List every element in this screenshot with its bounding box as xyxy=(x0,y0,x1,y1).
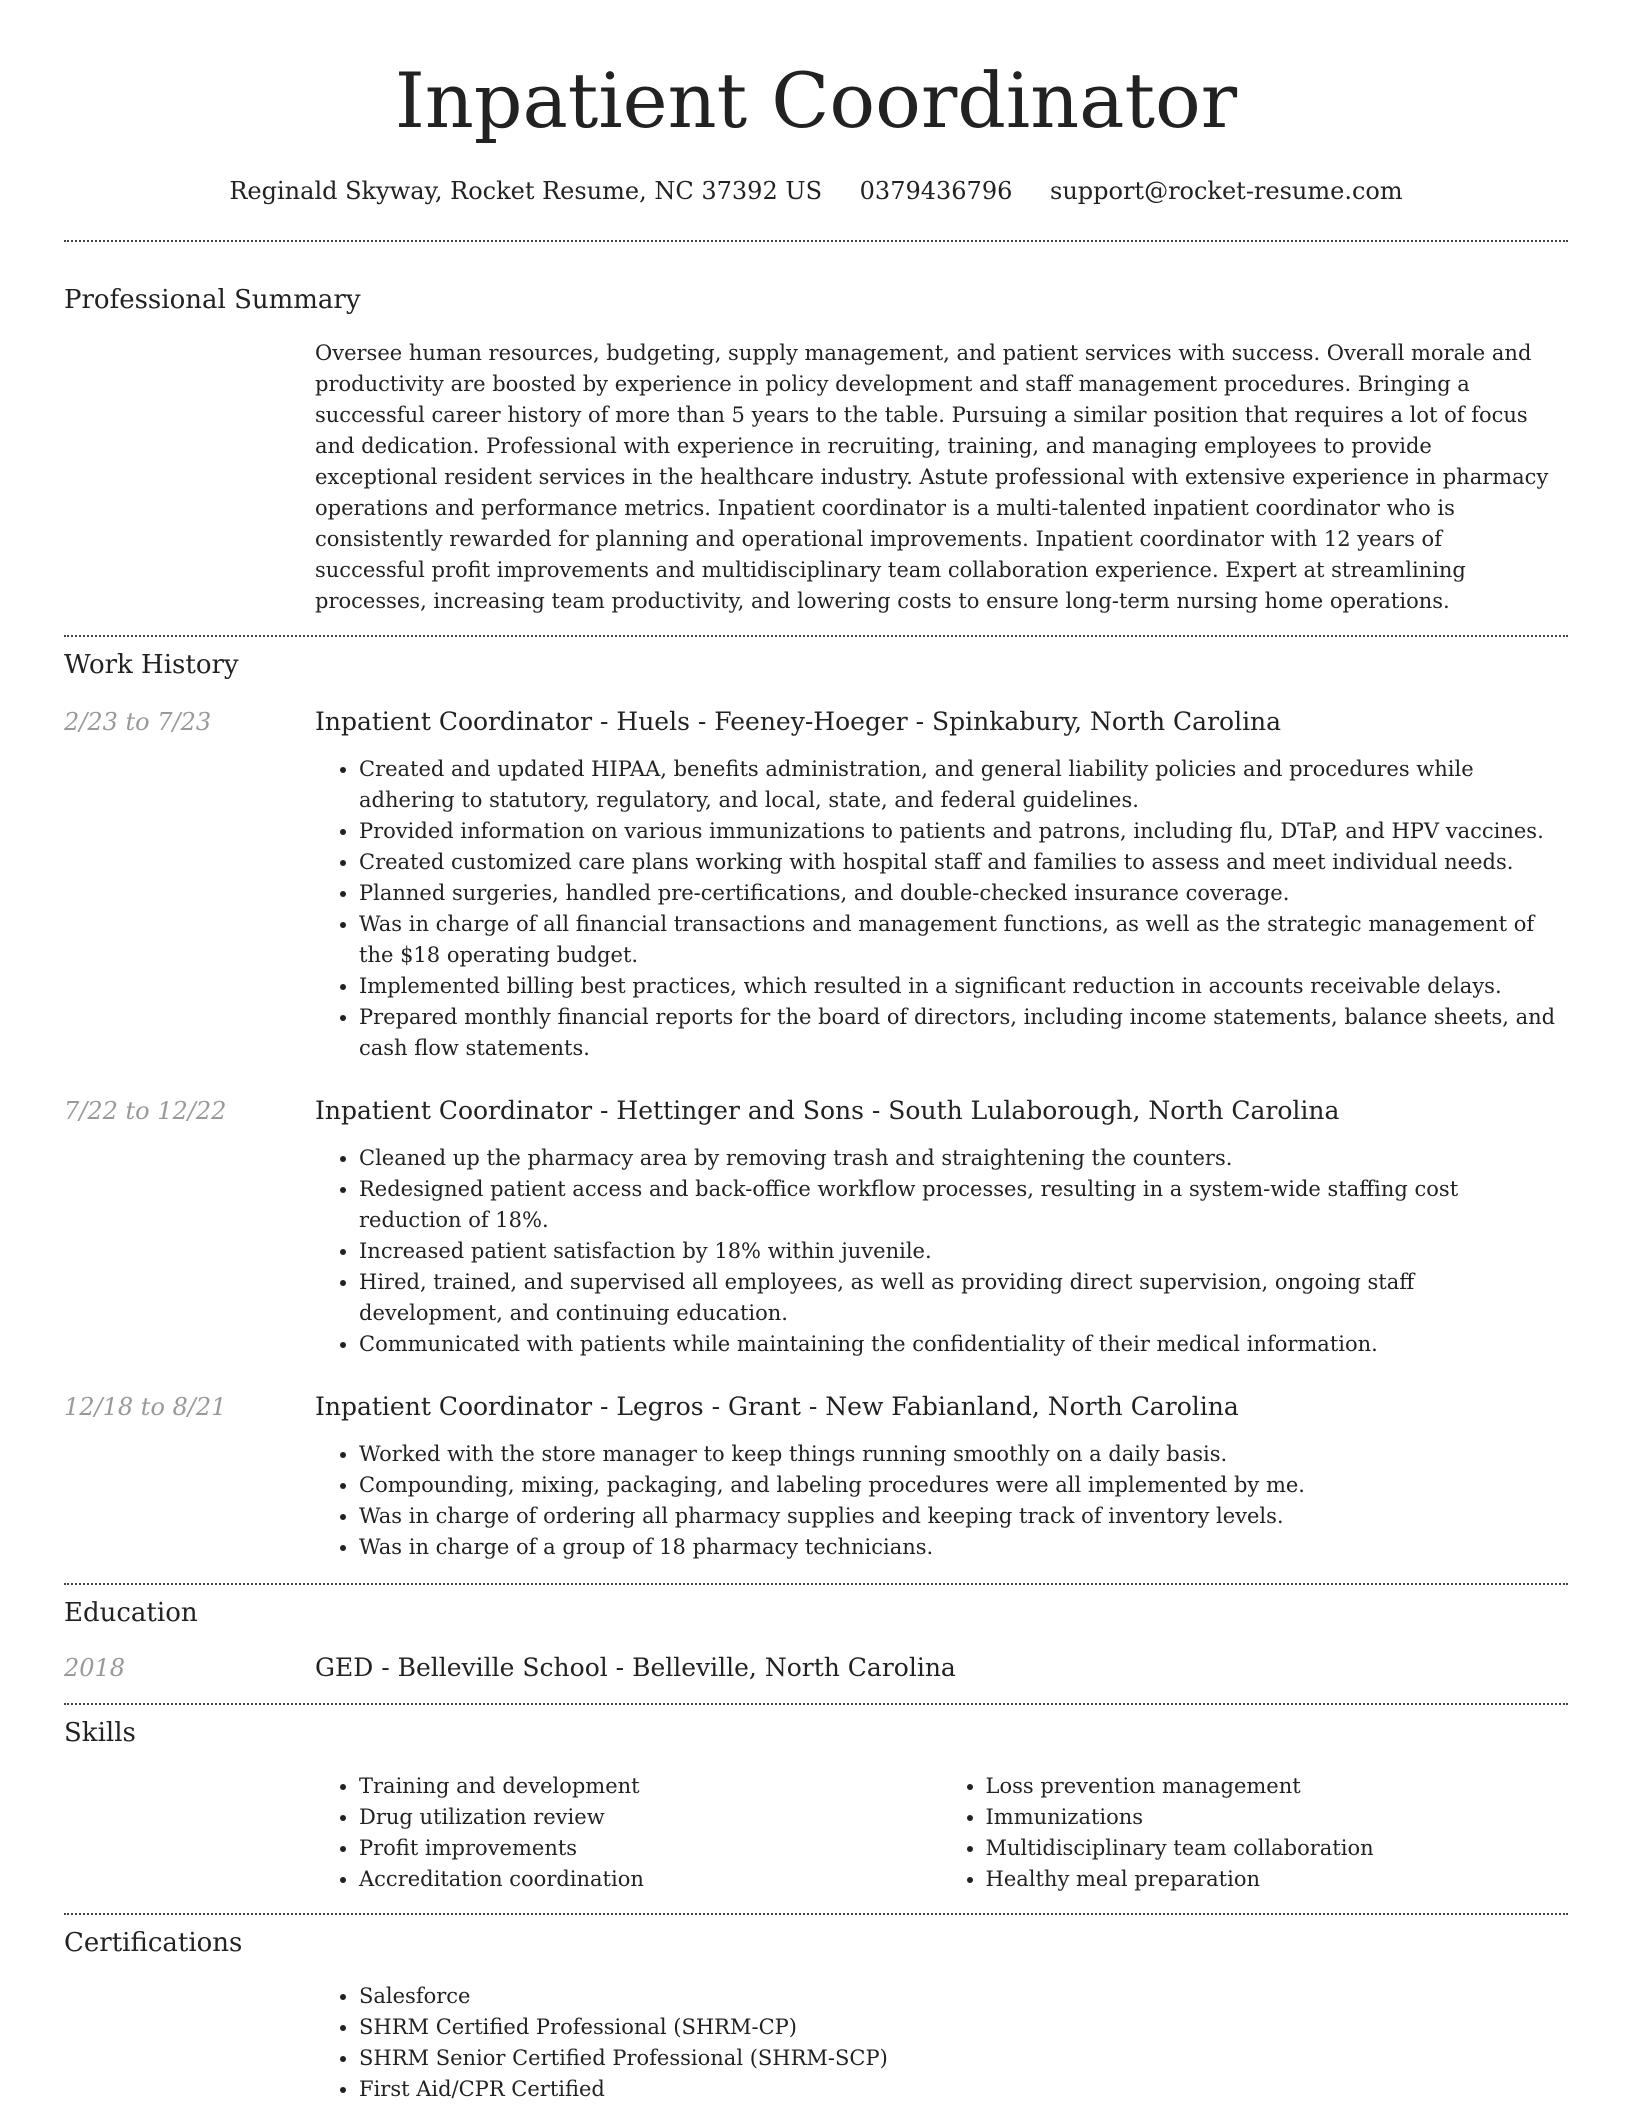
skill-item: • Healthy meal preparation xyxy=(986,1864,1569,1895)
certification-item: • SHRM Certified Professional (SHRM-CP) xyxy=(359,2012,1568,2043)
list-item: • Hired, trained, and supervised all employees, as well as providing direct supervision, ongoing staff development, and continuing education. xyxy=(359,1267,1568,1329)
skills-list-left xyxy=(315,1771,942,1895)
certifications-title: Certifications xyxy=(64,1928,243,1958)
list-item: • Worked with the store manager to keep things running smoothly on a daily basis. xyxy=(359,1439,1568,1470)
job-bullets xyxy=(315,1439,1568,1563)
contact-line xyxy=(64,176,1568,206)
list-item: • Redesigned patient access and back-office workflow processes, resulting in a system-wide staffing cost reduction of 18%. xyxy=(359,1174,1568,1236)
contact-email: support@rocket-resume.com xyxy=(1050,177,1403,205)
resume-header xyxy=(64,56,1568,206)
resume-name: Inpatient Coordinator xyxy=(394,56,1238,145)
contact-address: Reginald Skyway, Rocket Resume, NC 37392 US xyxy=(229,177,823,205)
education-section xyxy=(64,1597,1568,1683)
skill-item: • Accreditation coordination xyxy=(359,1864,942,1895)
list-item: • Compounding, mixing, packaging, and labeling procedures were all implemented by me. xyxy=(359,1470,1568,1501)
summary-section xyxy=(64,284,1568,617)
skill-item: • Loss prevention management xyxy=(986,1771,1569,1802)
list-item: • Increased patient satisfaction by 18% within juvenile. xyxy=(359,1236,1568,1267)
job-dates: 2/23 to 7/23 xyxy=(64,708,212,736)
skills-section xyxy=(64,1717,1568,1895)
skill-item: • Immunizations xyxy=(986,1802,1569,1833)
education-year: 2018 xyxy=(64,1654,126,1682)
summary-title: Professional Summary xyxy=(64,285,361,315)
job-dates: 12/18 to 8/21 xyxy=(64,1393,227,1421)
work-history-section xyxy=(64,649,1568,1563)
list-item: • Created and updated HIPAA, benefits administration, and general liability policies and procedures while adhering to statutory, regulatory, and local, state, and federal guidelines. xyxy=(359,754,1568,816)
summary-text: Oversee human resources, budgeting, supply management, and patient services with success. Overall morale and productivity are boosted by experience in policy development and staff management procedures. Bringing a successful career history of more than 5 years to the table. Pursuing a similar position that requires a lot of focus and dedication. Professional with experience in recruiting, training, and managing employees to provide exceptional resident services in the healthcare industry. Astute professional with extensive experience in pharmacy operations and performance metrics. Inpatient coordinator is a multi-talented inpatient coordinator who is consistently rewarded for planning and operational improvements. Inpatient coordinator with 12 years of successful profit improvements and multidisciplinary team collaboration experience. Expert at streamlining processes, increasing team productivity, and lowering costs to ensure long-term nursing home operations. xyxy=(315,341,1549,613)
divider xyxy=(64,1703,1568,1705)
work-history-title: Work History xyxy=(64,650,239,680)
certifications-section xyxy=(64,1927,1568,2105)
skill-item: • Profit improvements xyxy=(359,1833,942,1864)
skills-list-right xyxy=(942,1771,1569,1895)
list-item: • Prepared monthly financial reports for the board of directors, including income statements, balance sheets, and cash flow statements. xyxy=(359,1002,1568,1064)
skills-title: Skills xyxy=(64,1718,136,1748)
certifications-list xyxy=(315,1981,1568,2105)
list-item: • Communicated with patients while maintaining the confidentiality of their medical information. xyxy=(359,1329,1568,1360)
job-bullets xyxy=(315,754,1568,1064)
divider xyxy=(64,240,1568,242)
job-entry xyxy=(64,1392,1568,1563)
contact-phone: 0379436796 xyxy=(859,177,1013,205)
list-item: • Implemented billing best practices, which resulted in a significant reduction in accounts receivable delays. xyxy=(359,971,1568,1002)
job-entry xyxy=(64,1096,1568,1360)
certification-item: • Salesforce xyxy=(359,1981,1568,2012)
job-heading: Inpatient Coordinator - Legros - Grant - New Fabianland, North Carolina xyxy=(315,1392,1239,1421)
list-item: • Cleaned up the pharmacy area by removing trash and straightening the counters. xyxy=(359,1143,1568,1174)
job-heading: Inpatient Coordinator - Hettinger and Sons - South Lulaborough, North Carolina xyxy=(315,1096,1340,1125)
resume-page xyxy=(64,0,1568,2105)
skill-item: • Multidisciplinary team collaboration xyxy=(986,1833,1569,1864)
list-item: • Was in charge of a group of 18 pharmacy technicians. xyxy=(359,1532,1568,1563)
job-entry xyxy=(64,707,1568,1064)
divider xyxy=(64,1583,1568,1585)
divider xyxy=(64,1913,1568,1915)
education-entry: GED - Belleville School - Belleville, North Carolina xyxy=(315,1653,956,1682)
job-heading: Inpatient Coordinator - Huels - Feeney-Hoeger - Spinkabury, North Carolina xyxy=(315,707,1282,736)
skills-grid xyxy=(315,1771,1568,1895)
list-item: • Provided information on various immunizations to patients and patrons, including flu, DTaP, and HPV vaccines. xyxy=(359,816,1568,847)
job-bullets xyxy=(315,1143,1568,1360)
divider xyxy=(64,635,1568,637)
certification-item: • SHRM Senior Certified Professional (SHRM-SCP) xyxy=(359,2043,1568,2074)
skill-item: • Drug utilization review xyxy=(359,1802,942,1833)
list-item: • Created customized care plans working with hospital staff and families to assess and meet individual needs. xyxy=(359,847,1568,878)
certification-item: • First Aid/CPR Certified xyxy=(359,2074,1568,2105)
skill-item: • Training and development xyxy=(359,1771,942,1802)
list-item: • Planned surgeries, handled pre-certifications, and double-checked insurance coverage. xyxy=(359,878,1568,909)
education-title: Education xyxy=(64,1598,198,1628)
list-item: • Was in charge of all financial transactions and management functions, as well as the strategic management of the $18 operating budget. xyxy=(359,909,1568,971)
list-item: • Was in charge of ordering all pharmacy supplies and keeping track of inventory levels. xyxy=(359,1501,1568,1532)
job-dates: 7/22 to 12/22 xyxy=(64,1097,227,1125)
